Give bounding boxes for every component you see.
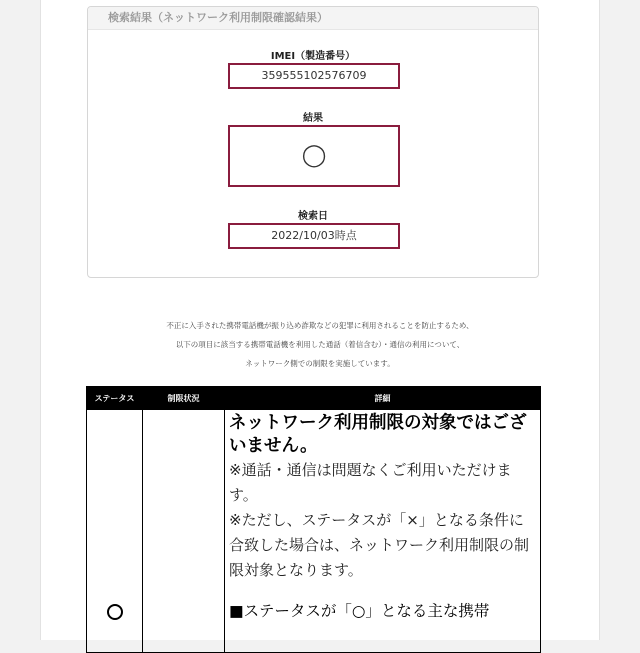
detail-cell	[225, 410, 541, 653]
restriction-cell	[143, 410, 225, 653]
imei-value: 359555102576709	[228, 63, 400, 89]
notice-line: ネットワーク側での制限を実施しています。	[245, 359, 395, 368]
status-cell	[87, 410, 143, 653]
header-restriction: 制限状況	[143, 387, 225, 410]
detail-section-title: ■ステータスが「○」となる主な携帯	[229, 602, 490, 620]
result-label: 結果	[303, 113, 323, 124]
page	[40, 0, 600, 640]
notice-line: 以下の項目に該当する携帯電話機を利用した通話（着信含む）・通信の利用について、	[175, 340, 465, 349]
status-table	[86, 386, 541, 653]
search-date-label: 検索日	[298, 211, 328, 222]
search-result-panel	[87, 6, 539, 278]
header-status: ステータス	[87, 387, 143, 410]
detail-spacer	[229, 583, 536, 599]
search-date-value: 2022/10/03時点	[228, 223, 400, 249]
detail-note: ※通話・通信は問題なくご利用いただけます。	[229, 461, 512, 504]
detail-heading: ネットワーク利用制限の対象ではございません。	[229, 413, 527, 456]
panel-title: 検索結果（ネットワーク利用制限確認結果）	[88, 7, 538, 30]
detail-note: ※ただし、ステータスが「×」となる条件に合致した場合は、ネットワーク利用制限の制限対象となります。	[229, 511, 530, 579]
imei-label: IMEI（製造番号）	[270, 51, 356, 62]
result-value: ◯	[228, 125, 400, 187]
table-row	[87, 410, 541, 653]
header-detail: 詳細	[225, 387, 541, 410]
status-circle-icon	[107, 604, 123, 620]
notice-line: 不正に入手された携帯電話機が振り込め詐欺などの犯罪に利用されることを防止するため、	[166, 321, 474, 330]
table-header-row	[87, 387, 541, 410]
notice-text	[41, 316, 599, 373]
